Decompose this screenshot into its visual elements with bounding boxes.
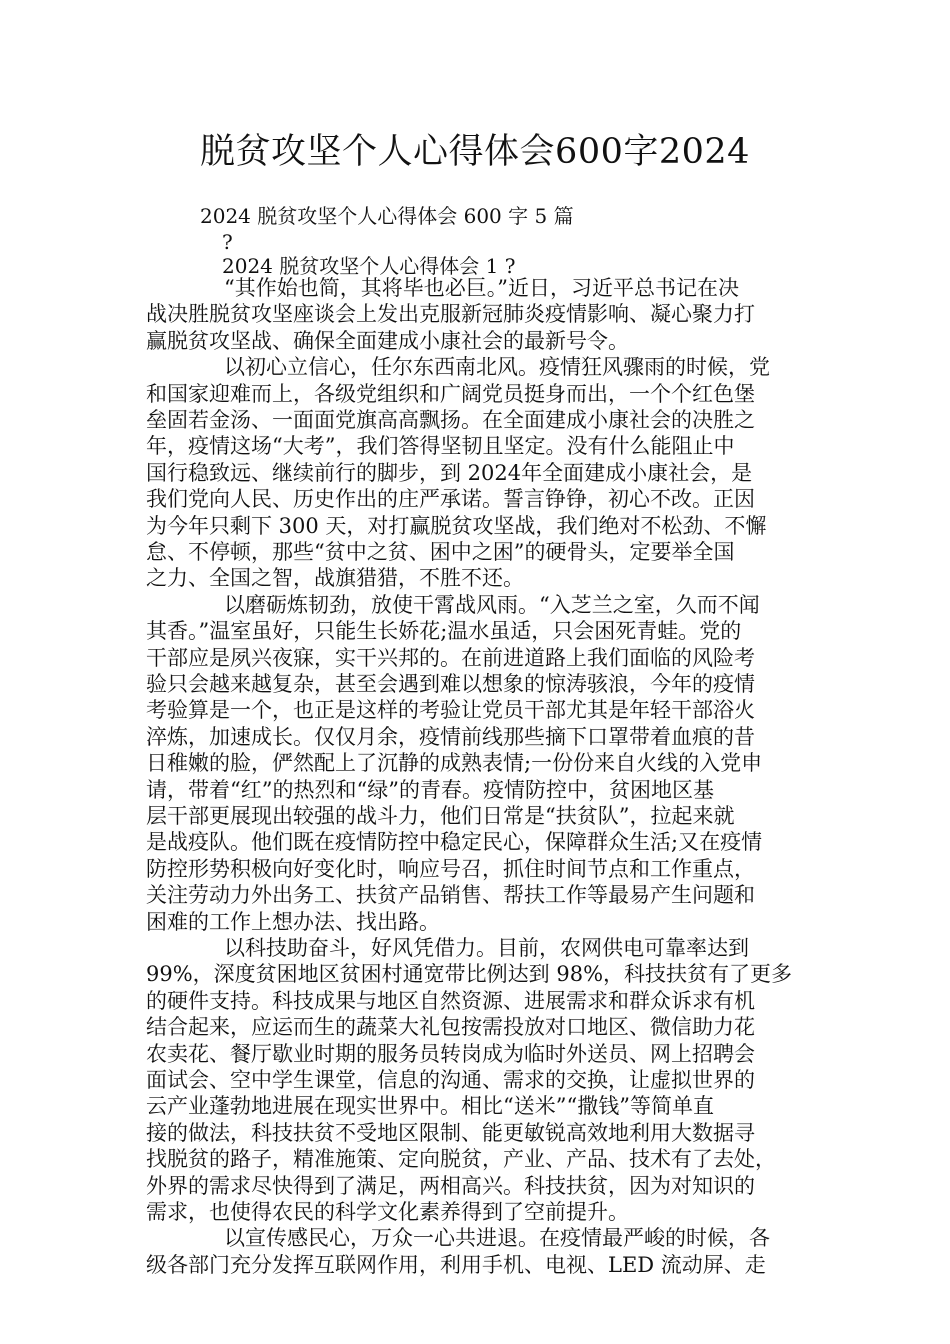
paragraph-line: 验只会越来越复杂，甚至会遇到难以想象的惊涛骇浪，今年的疫情 xyxy=(146,672,755,696)
document-subtitle: 2024 脱贫攻坚个人心得体会 600 字 5 篇 xyxy=(200,204,574,228)
section-heading: 2024 脱贫攻坚个人心得体会 1 ? xyxy=(222,254,516,278)
document-title: 脱贫攻坚个人心得体会600字2024 xyxy=(200,132,750,172)
paragraph-line: 的硬件支持。科技成果与地区自然资源、进展需求和群众诉求有机 xyxy=(146,989,755,1013)
paragraph-line: 干部应是夙兴夜寐，实干兴邦的。在前进道路上我们面临的风险考 xyxy=(146,646,755,670)
paragraph-line: 需求，也使得农民的科学文化素养得到了空前提升。 xyxy=(146,1200,629,1224)
paragraph-line: 之力、全国之智，战旗猎猎，不胜不还。 xyxy=(146,566,524,590)
paragraph-line: 淬炼，加速成长。仅仅月余，疫情前线那些摘下口罩带着血痕的昔 xyxy=(146,725,755,749)
paragraph-first-line: 以科技助奋斗，好风凭借力。目前，农网供电可靠率达到 xyxy=(224,936,749,960)
paragraph-line: 垒固若金汤、一面面党旗高高飘扬。在全面建成小康社会的决胜之 xyxy=(146,408,755,432)
paragraph-line: 接的做法，科技扶贫不受地区限制、能更敏锐高效地利用大数据寻 xyxy=(146,1121,755,1145)
paragraph-line: 关注劳动力外出务工、扶贫产品销售、帮扶工作等最易产生问题和 xyxy=(146,883,755,907)
paragraph-first-line: 以初心立信心，任尔东西南北风。疫情狂风骤雨的时候，党 xyxy=(224,355,770,379)
paragraph-line: 外界的需求尽快得到了满足，两相高兴。科技扶贫，因为对知识的 xyxy=(146,1174,755,1198)
paragraph-first-line: “其作始也简，其将毕也必巨。”近日，习近平总书记在决 xyxy=(224,276,739,300)
paragraph-line: 战决胜脱贫攻坚座谈会上发出克服新冠肺炎疫情影响、凝心聚力打 xyxy=(146,302,755,326)
paragraph-line: 困难的工作上想办法、找出路。 xyxy=(146,910,440,934)
paragraph-line: 日稚嫩的脸，俨然配上了沉静的成熟表情;一份份来自火线的入党申 xyxy=(146,751,763,775)
paragraph-line: 农卖花、餐厅歇业时期的服务员转岗成为临时外送员、网上招聘会 xyxy=(146,1042,755,1066)
paragraph-line: 和国家迎难而上，各级党组织和广阔党员挺身而出，一个个红色堡 xyxy=(146,382,755,406)
paragraph-first-line: 以磨砺炼韧劲，放使干霄战风雨。“入芝兰之室，久而不闻 xyxy=(224,593,760,617)
paragraph-line: 为今年只剩下 300 天，对打赢脱贫攻坚战，我们绝对不松劲、不懈 xyxy=(146,514,767,538)
paragraph-line: 考验算是一个，也正是这样的考验让党员干部尤其是年轻干部浴火 xyxy=(146,698,755,722)
paragraph-line: 我们党向人民、历史作出的庄严承诺。誓言铮铮，初心不改。正因 xyxy=(146,487,755,511)
paragraph-line: 赢脱贫攻坚战、确保全面建成小康社会的最新号令。 xyxy=(146,329,629,353)
question-marker: ? xyxy=(222,230,233,254)
paragraph-line: 级各部门充分发挥互联网作用，利用手机、电视、LED 流动屏、走 xyxy=(146,1253,766,1277)
paragraph-line: 怠、不停顿，那些“贫中之贫、困中之困”的硬骨头，定要举全国 xyxy=(146,540,735,564)
paragraph-line: 其香。”温室虽好，只能生长娇花;温水虽适，只会困死青蛙。党的 xyxy=(146,619,742,643)
paragraph-line: 国行稳致远、继续前行的脚步，到 2024年全面建成小康社会，是 xyxy=(146,461,753,485)
paragraph-line: 云产业蓬勃地进展在现实世界中。相比“送米”“撒钱”等简单直 xyxy=(146,1094,714,1118)
paragraph-line: 是战疫队。他们既在疫情防控中稳定民心，保障群众生活;又在疫情 xyxy=(146,830,763,854)
paragraph-line: 防控形势积极向好变化时，响应号召，抓住时间节点和工作重点， xyxy=(146,857,755,881)
paragraph-line: 请，带着“红”的热烈和“绿”的青春。疫情防控中，贫困地区基 xyxy=(146,778,714,802)
paragraph-line: 找脱贫的路子，精准施策、定向脱贫，产业、产品、技术有了去处， xyxy=(146,1147,776,1171)
paragraph-line: 99%，深度贫困地区贫困村通宽带比例达到 98%，科技扶贫有了更多 xyxy=(146,962,793,986)
paragraph-first-line: 以宣传感民心，万众一心共进退。在疫情最严峻的时候，各 xyxy=(224,1226,770,1250)
paragraph-line: 层干部更展现出较强的战斗力，他们日常是“扶贫队”，拉起来就 xyxy=(146,804,735,828)
paragraph-line: 年，疫情这场“大考”，我们答得坚韧且坚定。没有什么能阻止中 xyxy=(146,434,735,458)
paragraph-line: 结合起来，应运而生的蔬菜大礼包按需投放对口地区、微信助力花 xyxy=(146,1015,755,1039)
paragraph-line: 面试会、空中学生课堂，信息的沟通、需求的交换，让虚拟世界的 xyxy=(146,1068,755,1092)
